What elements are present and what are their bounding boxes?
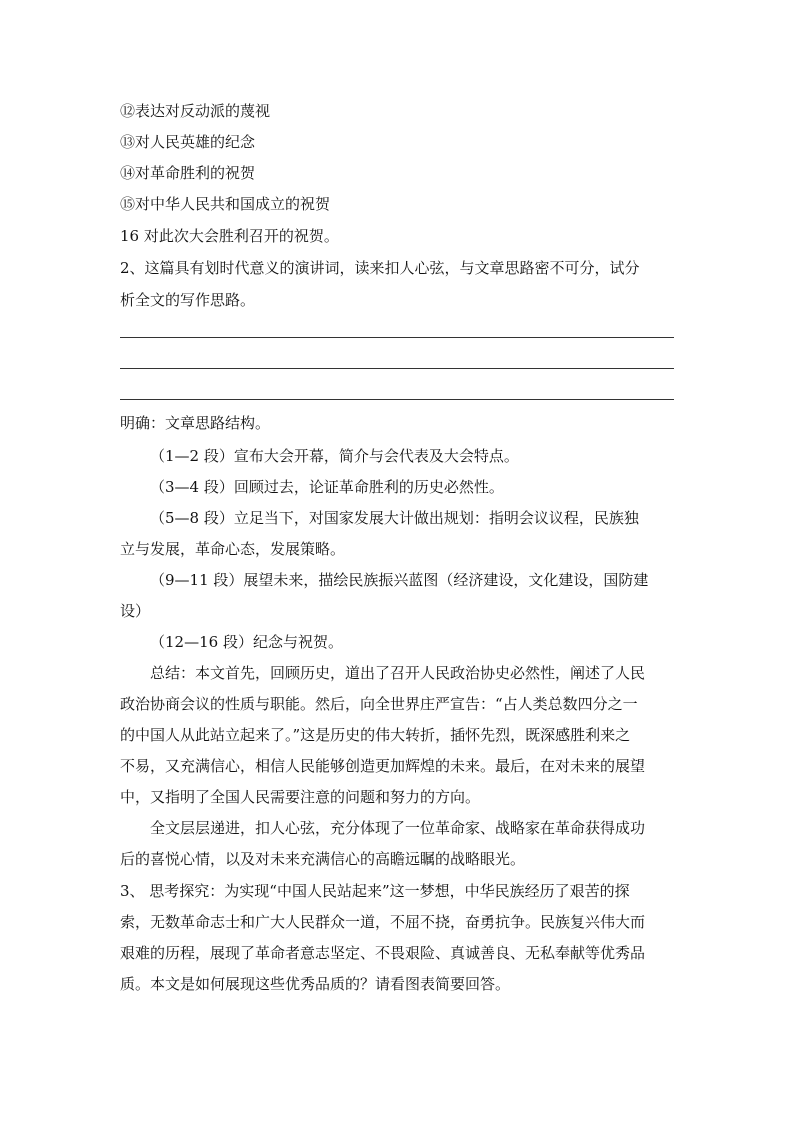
list-item-12: ⑫表达对反动派的蔑视 <box>120 102 271 120</box>
structure-section-3-line-2: 立与发展，革命心态，发展策略。 <box>120 540 346 558</box>
answer-line-2 <box>120 368 674 369</box>
list-item-13: ⑬对人民英雄的纪念 <box>120 133 256 151</box>
summary-line-5: 中，又指明了全国人民需要注意的问题和努力的方向。 <box>120 788 481 806</box>
summary-line-1: 总结：本文首先，回顾历史，道出了召开人民政治协史必然性，阐述了人民 <box>150 664 646 682</box>
question-3-line-3: 艰难的历程，展现了革命者意志坚定、不畏艰险、真诚善良、无私奉献等优秀品 <box>120 944 646 962</box>
conclusion-line-1: 全文层层递进，扣人心弦，充分体现了一位革命家、战略家在革命获得成功 <box>150 819 646 837</box>
answer-heading: 明确：文章思路结构。 <box>120 414 271 432</box>
structure-section-4-line-2: 设） <box>120 602 151 620</box>
answer-line-1 <box>120 337 674 338</box>
structure-section-2: （3—4 段）回顾过去，论证革命胜利的历史必然性。 <box>150 478 504 496</box>
structure-section-4-line-1: （9—11 段）展望未来，描绘民族振兴蓝图（经济建设，文化建设，国防建 <box>150 571 649 589</box>
answer-line-3 <box>120 399 674 400</box>
question-3-line-1: 3、 思考探究：为实现“中国人民站起来”这一梦想，中华民族经历了艰苦的探 <box>120 882 630 900</box>
list-item-14: ⑭对革命胜利的祝贺 <box>120 164 256 182</box>
summary-line-2: 政治协商会议的性质与职能。然后，向全世界庄严宣告：“占人类总数四分之一 <box>120 695 638 713</box>
structure-section-1: （1—2 段）宣布大会开幕，简介与会代表及大会特点。 <box>150 447 519 465</box>
summary-line-3: 的中国人从此站立起来了。”这是历史的伟大转折，插怀先烈，既深感胜利来之 <box>120 726 631 744</box>
summary-line-4: 不易，又充满信心，相信人民能够创造更加辉煌的未来。最后，在对未来的展望 <box>120 757 646 775</box>
list-item-15: ⑮对中华人民共和国成立的祝贺 <box>120 195 331 213</box>
question-3-line-2: 索，无数革命志士和广大人民群众一道，不屈不挠，奋勇抗争。民族复兴伟大而 <box>120 913 646 931</box>
conclusion-line-2: 后的喜悦心情，以及对未来充满信心的高瞻远瞩的战略眼光。 <box>120 850 526 868</box>
question-2-line-1: 2、这篇具有划时代意义的演讲词，读来扣人心弦，与文章思路密不可分，试分 <box>120 259 640 277</box>
structure-section-5: （12—16 段）纪念与祝贺。 <box>150 633 343 651</box>
structure-section-3-line-1: （5—8 段）立足当下，对国家发展大计做出规划：指明会议议程，民族独 <box>150 509 639 527</box>
list-item-16: 16 对此次大会胜利召开的祝贺。 <box>120 227 339 245</box>
question-3-line-4: 质。本文是如何展现这些优秀品质的？请看图表简要回答。 <box>120 975 511 993</box>
question-2-line-2: 析全文的写作思路。 <box>120 291 256 309</box>
